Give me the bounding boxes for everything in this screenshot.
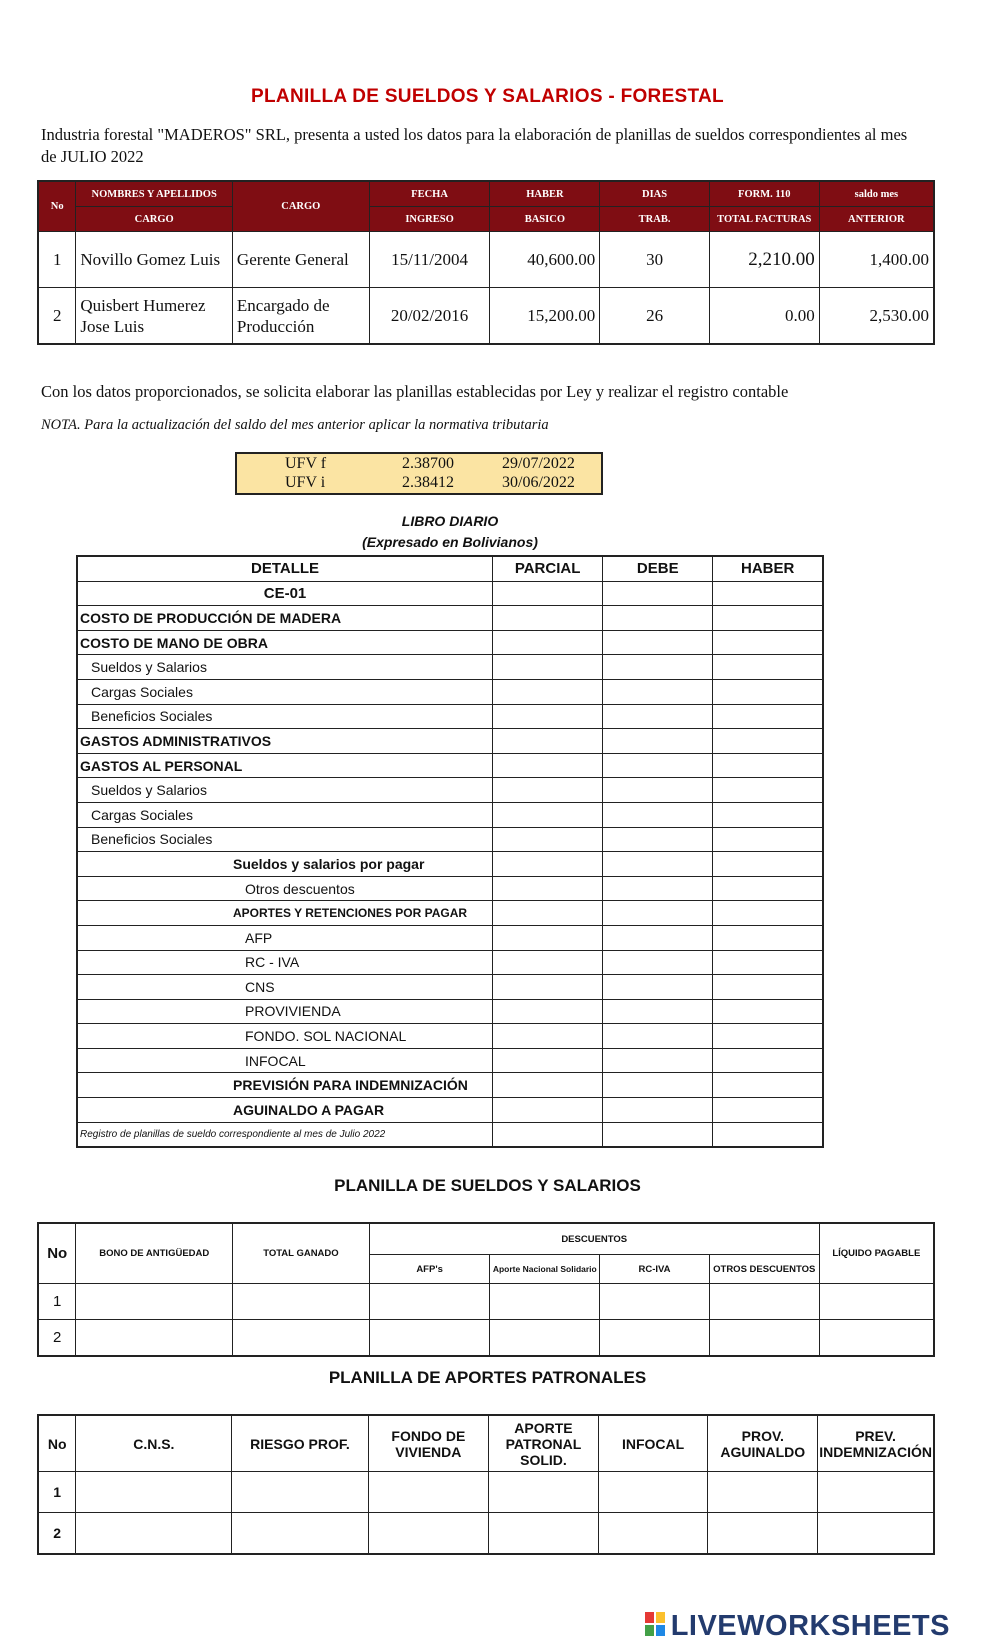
libro-subtitle: (Expresado en Bolivianos) xyxy=(362,534,538,550)
debe-cell[interactable] xyxy=(603,975,713,1000)
employee-haber: 40,600.00 xyxy=(490,232,600,288)
libro-row xyxy=(77,950,823,975)
employee-fecha: 15/11/2004 xyxy=(369,232,490,288)
header-anterior: ANTERIOR xyxy=(819,207,934,232)
libro-detalle: Sueldos y Salarios xyxy=(77,655,493,680)
header-fondo-vivienda: FONDO DE VIVIENDA xyxy=(368,1415,489,1472)
haber-cell[interactable] xyxy=(713,679,823,704)
employee-dias: 30 xyxy=(600,232,710,288)
parcial-cell[interactable] xyxy=(493,778,603,803)
libro-row xyxy=(77,753,823,778)
debe-cell[interactable] xyxy=(603,606,713,631)
libro-row xyxy=(77,802,823,827)
parcial-cell[interactable] xyxy=(493,679,603,704)
parcial-cell[interactable] xyxy=(493,729,603,754)
libro-row xyxy=(77,630,823,655)
input-cell[interactable] xyxy=(232,1513,368,1555)
haber-cell[interactable] xyxy=(713,901,823,926)
ufv-label: UFV i xyxy=(285,474,326,491)
header-parcial: PARCIAL xyxy=(493,556,603,581)
libro-detalle: PREVISIÓN PARA INDEMNIZACIÓN xyxy=(77,1073,493,1098)
employee-dias: 26 xyxy=(600,288,710,345)
header-cns: C.N.S. xyxy=(76,1415,232,1472)
haber-cell[interactable] xyxy=(713,729,823,754)
debe-cell[interactable] xyxy=(603,679,713,704)
header-no: No xyxy=(38,1223,76,1284)
employee-saldo: 1,400.00 xyxy=(819,232,934,288)
libro-row xyxy=(77,876,823,901)
empty-cell[interactable] xyxy=(713,1122,823,1147)
haber-cell[interactable] xyxy=(713,630,823,655)
haber-cell[interactable] xyxy=(713,1024,823,1049)
input-cell[interactable] xyxy=(819,1320,934,1357)
input-cell[interactable] xyxy=(818,1472,934,1513)
libro-detalle: Beneficios Sociales xyxy=(77,827,493,852)
input-cell[interactable] xyxy=(598,1513,708,1555)
table-row xyxy=(38,1284,934,1320)
libro-detalle: Sueldos y Salarios xyxy=(77,778,493,803)
input-cell[interactable] xyxy=(598,1472,708,1513)
request-text: Con los datos proporcionados, se solicita elaborar las planillas establecidas por Ley y realizar el registro contable xyxy=(41,382,789,401)
input-cell[interactable] xyxy=(708,1472,818,1513)
header-prev-indemnizacion: PREV. INDEMNIZACIÓN xyxy=(818,1415,934,1472)
haber-cell[interactable] xyxy=(713,1098,823,1123)
libro-row xyxy=(77,1073,823,1098)
table-row xyxy=(38,1472,934,1513)
libro-detalle: Otros descuentos xyxy=(77,876,493,901)
input-cell[interactable] xyxy=(76,1513,232,1555)
parcial-cell[interactable] xyxy=(493,901,603,926)
empty-cell[interactable] xyxy=(493,1122,603,1147)
haber-cell[interactable] xyxy=(713,827,823,852)
libro-detalle: AGUINALDO A PAGAR xyxy=(77,1098,493,1123)
header-aporte-patronal: APORTE PATRONAL SOLID. xyxy=(489,1415,599,1472)
employee-name: Novillo Gomez Luis xyxy=(76,232,233,288)
ufv-label: UFV f xyxy=(285,455,327,472)
row-no: 2 xyxy=(38,1320,76,1357)
header-trab: TRAB. xyxy=(600,207,710,232)
header-saldo: saldo mes xyxy=(819,181,934,207)
parcial-cell[interactable] xyxy=(493,606,603,631)
header-no: No xyxy=(38,181,76,232)
header-detalle: DETALLE xyxy=(77,556,493,581)
input-cell[interactable] xyxy=(819,1284,934,1320)
input-cell[interactable] xyxy=(368,1472,489,1513)
haber-cell[interactable] xyxy=(713,950,823,975)
haber-cell[interactable] xyxy=(713,852,823,877)
input-cell[interactable] xyxy=(489,1513,599,1555)
input-cell[interactable] xyxy=(233,1284,370,1320)
libro-row xyxy=(77,925,823,950)
haber-cell[interactable] xyxy=(713,704,823,729)
debe-cell[interactable] xyxy=(603,827,713,852)
libro-detalle: Cargas Sociales xyxy=(77,679,493,704)
parcial-cell[interactable] xyxy=(493,827,603,852)
ufv-box xyxy=(235,452,603,495)
debe-cell[interactable] xyxy=(603,729,713,754)
header-aporte-solidario: Aporte Nacional Solidario xyxy=(490,1255,600,1284)
haber-cell[interactable] xyxy=(713,999,823,1024)
planilla-sueldos-table xyxy=(37,1222,935,1357)
libro-row xyxy=(77,704,823,729)
parcial-cell[interactable] xyxy=(493,1073,603,1098)
libro-row xyxy=(77,901,823,926)
debe-cell[interactable] xyxy=(603,852,713,877)
header-prov-aguinaldo: PROV. AGUINALDO xyxy=(708,1415,818,1472)
header-basico: BASICO xyxy=(490,207,600,232)
libro-title: LIBRO DIARIO xyxy=(401,513,499,529)
header-bono: BONO DE ANTIGÜEDAD xyxy=(76,1223,233,1284)
debe-cell[interactable] xyxy=(603,925,713,950)
input-cell[interactable] xyxy=(76,1472,232,1513)
haber-cell[interactable] xyxy=(713,1048,823,1073)
libro-row xyxy=(77,999,823,1024)
header-haber: HABER xyxy=(713,556,823,581)
parcial-cell[interactable] xyxy=(493,975,603,1000)
parcial-cell[interactable] xyxy=(493,1098,603,1123)
parcial-cell[interactable] xyxy=(493,630,603,655)
header-liquido: LÍQUIDO PAGABLE xyxy=(819,1223,934,1284)
input-cell[interactable] xyxy=(708,1513,818,1555)
debe-cell[interactable] xyxy=(603,802,713,827)
input-cell[interactable] xyxy=(368,1513,489,1555)
input-cell[interactable] xyxy=(76,1284,233,1320)
page-title: PLANILLA DE SUELDOS Y SALARIOS - FORESTAL xyxy=(251,86,724,107)
header-debe: DEBE xyxy=(603,556,713,581)
libro-row xyxy=(77,679,823,704)
debe-cell[interactable] xyxy=(603,655,713,680)
debe-cell[interactable] xyxy=(603,999,713,1024)
header-total-ganado: TOTAL GANADO xyxy=(233,1223,370,1284)
parcial-cell[interactable] xyxy=(493,753,603,778)
debe-cell[interactable] xyxy=(603,901,713,926)
libro-detalle: INFOCAL xyxy=(77,1048,493,1073)
ufv-value: 2.38412 xyxy=(402,474,454,491)
libro-row xyxy=(77,778,823,803)
entry-code: CE-01 xyxy=(77,581,493,606)
header-no: No xyxy=(38,1415,76,1472)
ufv-date: 29/07/2022 xyxy=(502,455,575,472)
libro-detalle: Beneficios Sociales xyxy=(77,704,493,729)
libro-detalle: GASTOS AL PERSONAL xyxy=(77,753,493,778)
libro-detalle: COSTO DE PRODUCCIÓN DE MADERA xyxy=(77,606,493,631)
debe-cell[interactable] xyxy=(603,704,713,729)
parcial-cell[interactable] xyxy=(493,704,603,729)
input-cell[interactable] xyxy=(600,1284,710,1320)
libro-row xyxy=(77,975,823,1000)
employee-form: 0.00 xyxy=(709,288,819,345)
libro-detalle: Sueldos y salarios por pagar xyxy=(77,852,493,877)
input-cell[interactable] xyxy=(709,1284,819,1320)
header-dias: DIAS xyxy=(600,181,710,207)
parcial-cell[interactable] xyxy=(493,950,603,975)
input-cell[interactable] xyxy=(232,1472,368,1513)
haber-cell[interactable] xyxy=(713,581,823,606)
parcial-cell[interactable] xyxy=(493,925,603,950)
employee-name: Quisbert Humerez Jose Luis xyxy=(76,288,233,345)
input-cell[interactable] xyxy=(709,1320,819,1357)
parcial-cell[interactable] xyxy=(493,581,603,606)
ufv-value: 2.38700 xyxy=(402,455,454,472)
haber-cell[interactable] xyxy=(713,1073,823,1098)
input-cell[interactable] xyxy=(76,1320,233,1357)
debe-cell[interactable] xyxy=(603,1073,713,1098)
table-row xyxy=(38,1320,934,1357)
input-cell[interactable] xyxy=(490,1320,600,1357)
header-ingreso: INGRESO xyxy=(369,207,490,232)
libro-detalle: Cargas Sociales xyxy=(77,802,493,827)
haber-cell[interactable] xyxy=(713,925,823,950)
haber-cell[interactable] xyxy=(713,876,823,901)
haber-cell[interactable] xyxy=(713,655,823,680)
libro-row xyxy=(77,655,823,680)
header-total-facturas: TOTAL FACTURAS xyxy=(709,207,819,232)
debe-cell[interactable] xyxy=(603,581,713,606)
employee-no: 2 xyxy=(38,288,76,345)
libro-row xyxy=(77,1048,823,1073)
debe-cell[interactable] xyxy=(603,950,713,975)
libro-footer-row xyxy=(77,1122,823,1147)
libro-row xyxy=(77,1024,823,1049)
parcial-cell[interactable] xyxy=(493,876,603,901)
header-infocal: INFOCAL xyxy=(598,1415,708,1472)
header-haber: HABER xyxy=(490,181,600,207)
logo-text: LIVEWORKSHEETS xyxy=(670,1610,950,1642)
debe-cell[interactable] xyxy=(603,1048,713,1073)
libro-diario-table xyxy=(76,555,824,1148)
ufv-date: 30/06/2022 xyxy=(502,474,575,491)
liveworksheets-logo xyxy=(645,1610,950,1643)
libro-detalle: CNS xyxy=(77,975,493,1000)
libro-detalle: PROVIVIENDA xyxy=(77,999,493,1024)
parcial-cell[interactable] xyxy=(493,1048,603,1073)
input-cell[interactable] xyxy=(233,1320,370,1357)
libro-detalle: FONDO. SOL NACIONAL xyxy=(77,1024,493,1049)
libro-row xyxy=(77,827,823,852)
parcial-cell[interactable] xyxy=(493,802,603,827)
parcial-cell[interactable] xyxy=(493,852,603,877)
empty-cell[interactable] xyxy=(603,1122,713,1147)
employees-table xyxy=(37,180,935,345)
header-fecha: FECHA xyxy=(369,181,490,207)
header-names: NOMBRES Y APELLIDOS xyxy=(76,181,233,207)
row-no: 1 xyxy=(38,1284,76,1320)
libro-row xyxy=(77,606,823,631)
employee-haber: 15,200.00 xyxy=(490,288,600,345)
input-cell[interactable] xyxy=(369,1320,490,1357)
parcial-cell[interactable] xyxy=(493,999,603,1024)
employee-form: 2,210.00 xyxy=(709,232,819,288)
libro-detalle: GASTOS ADMINISTRATIVOS xyxy=(77,729,493,754)
planilla-aportes-title: PLANILLA DE APORTES PATRONALES xyxy=(328,1368,647,1387)
libro-detalle: RC - IVA xyxy=(77,950,493,975)
employee-no: 1 xyxy=(38,232,76,288)
debe-cell[interactable] xyxy=(603,1024,713,1049)
input-cell[interactable] xyxy=(818,1513,934,1555)
haber-cell[interactable] xyxy=(713,778,823,803)
planilla-sueldos-title: PLANILLA DE SUELDOS Y SALARIOS xyxy=(334,1176,641,1195)
row-no: 2 xyxy=(38,1513,76,1555)
employee-row xyxy=(38,288,934,345)
planilla-aportes-table xyxy=(37,1414,935,1555)
parcial-cell[interactable] xyxy=(493,1024,603,1049)
libro-detalle: APORTES Y RETENCIONES POR PAGAR xyxy=(77,901,493,926)
intro-text: Industria forestal "MADEROS" SRL, presenta a usted los datos para la elaboración de planillas de sueldos correspondientes al mes de JULIO 2022 xyxy=(41,125,908,166)
parcial-cell[interactable] xyxy=(493,655,603,680)
haber-cell[interactable] xyxy=(713,753,823,778)
table-row xyxy=(38,1513,934,1555)
employee-cargo: Gerente General xyxy=(232,232,369,288)
input-cell[interactable] xyxy=(369,1284,490,1320)
libro-row xyxy=(77,852,823,877)
debe-cell[interactable] xyxy=(603,753,713,778)
debe-cell[interactable] xyxy=(603,876,713,901)
employee-fecha: 20/02/2016 xyxy=(369,288,490,345)
header-rciva: RC-IVA xyxy=(600,1255,710,1284)
input-cell[interactable] xyxy=(490,1284,600,1320)
employee-cargo: Encargado de Producción xyxy=(232,288,369,345)
header-descuentos: DESCUENTOS xyxy=(369,1223,819,1255)
debe-cell[interactable] xyxy=(603,778,713,803)
libro-row xyxy=(77,729,823,754)
row-no: 1 xyxy=(38,1472,76,1513)
haber-cell[interactable] xyxy=(713,802,823,827)
haber-cell[interactable] xyxy=(713,606,823,631)
input-cell[interactable] xyxy=(600,1320,710,1357)
libro-detalle: AFP xyxy=(77,925,493,950)
note-text: NOTA. Para la actualización del saldo del mes anterior aplicar la normativa tributaria xyxy=(41,417,549,433)
logo-icon xyxy=(645,1612,667,1638)
haber-cell[interactable] xyxy=(713,975,823,1000)
debe-cell[interactable] xyxy=(603,630,713,655)
employee-row xyxy=(38,232,934,288)
header-afp: AFP's xyxy=(369,1255,490,1284)
header-otros-descuentos: OTROS DESCUENTOS xyxy=(709,1255,819,1284)
header-names-cargo: CARGO xyxy=(76,207,233,232)
input-cell[interactable] xyxy=(489,1472,599,1513)
header-form: FORM. 110 xyxy=(709,181,819,207)
header-riesgo: RIESGO PROF. xyxy=(232,1415,368,1472)
libro-detalle: COSTO DE MANO DE OBRA xyxy=(77,630,493,655)
libro-footer: Registro de planillas de sueldo correspondiente al mes de Julio 2022 xyxy=(77,1122,493,1147)
header-cargo: CARGO xyxy=(232,181,369,232)
debe-cell[interactable] xyxy=(603,1098,713,1123)
libro-row xyxy=(77,1098,823,1123)
employee-saldo: 2,530.00 xyxy=(819,288,934,345)
